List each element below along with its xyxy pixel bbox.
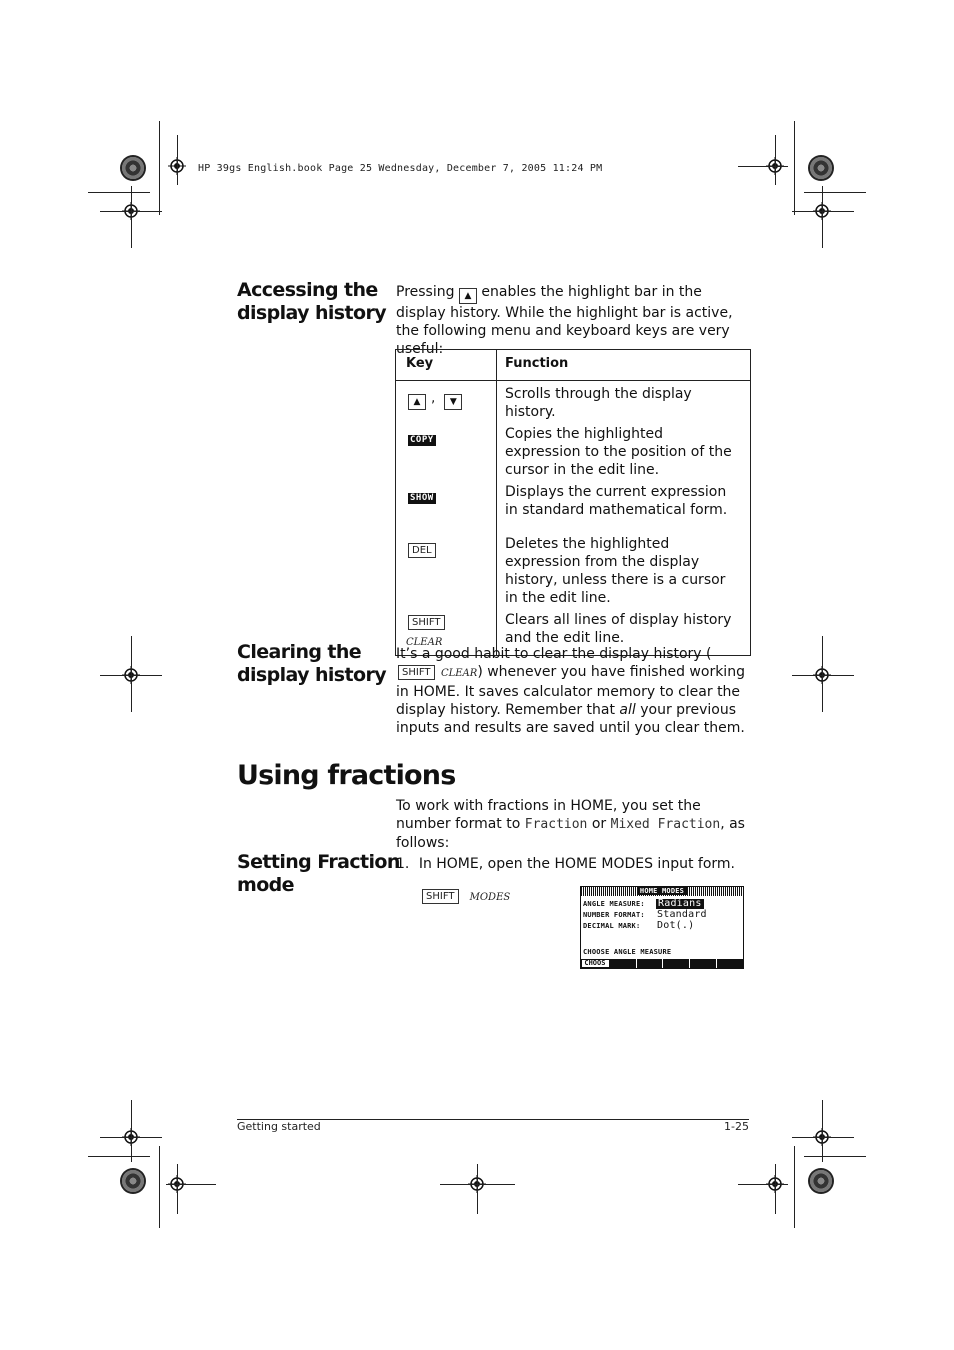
clear-shift-label: CLEAR xyxy=(440,668,478,679)
registration-disc-icon xyxy=(808,155,834,181)
table-row: ▲ , ▼ Scrolls through the display history. xyxy=(396,381,751,422)
show-softkey-icon: SHOW xyxy=(410,493,434,503)
registration-disc-icon xyxy=(120,155,146,181)
decimal-mark-value: Dot(.) xyxy=(657,920,695,931)
page-title: Using fractions xyxy=(237,760,456,791)
clearing-paragraph: It’s a good habit to clear the display history (SHIFT CLEAR) whenever you have finished working in HOME. It saves calculator memory to clear the display history. Remember that all your previous inputs and results are saved until you clear them. xyxy=(396,646,745,736)
footer-chapter: Getting started xyxy=(237,1120,321,1133)
fraction-format-code: Fraction xyxy=(524,817,588,832)
key-function-table xyxy=(395,349,751,656)
step-1-keystroke xyxy=(420,885,510,904)
mixed-fraction-format-code: Mixed Fraction xyxy=(610,817,721,832)
function-description: Copies the highlighted expression to the position of the cursor in the edit line. xyxy=(505,426,732,478)
function-description: Scrolls through the display history. xyxy=(505,386,692,420)
del-key-icon: DEL xyxy=(408,543,436,558)
number-format-label: NUMBER FORMAT: xyxy=(583,911,645,919)
footer-page-number: 1-25 xyxy=(724,1120,749,1133)
table-row xyxy=(396,421,751,479)
screen-help-text: CHOOSE ANGLE MEASURE xyxy=(583,948,672,956)
section-heading-clearing-history: Clearing the display history xyxy=(237,641,387,686)
shift-key-icon: SHIFT xyxy=(398,665,435,680)
shift-key-icon: SHIFT xyxy=(408,615,445,630)
accessing-intro-paragraph: Pressing ▲ enables the highlight bar in the display history. While the highlight bar is active, the following menu and keyboard keys are very useful: xyxy=(396,284,733,357)
choos-softkey: CHOOS xyxy=(582,960,609,967)
modes-shift-label: MODES xyxy=(469,892,511,903)
function-description: Deletes the highlighted expression from the display history, unless there is a cursor in the edit line. xyxy=(505,536,726,606)
registration-disc-icon xyxy=(120,1168,146,1194)
step-1: 1. In HOME, open the HOME MODES input form. xyxy=(396,856,735,872)
shift-key-icon: SHIFT xyxy=(422,889,459,904)
section-heading-setting-fraction: Setting Fraction mode xyxy=(237,851,400,896)
clear-shift-label: CLEAR xyxy=(406,637,443,648)
table-header-row xyxy=(396,350,751,381)
section-heading-accessing-history: Accessing the display history xyxy=(237,279,387,324)
print-header: HP 39gs English.book Page 25 Wednesday, December 7, 2005 11:24 PM xyxy=(198,163,603,174)
number-format-value: Standard xyxy=(657,909,707,920)
registration-disc-icon xyxy=(808,1168,834,1194)
angle-measure-value: Radians xyxy=(658,898,702,909)
column-header-function: Function xyxy=(505,356,569,371)
decimal-mark-label: DECIMAL MARK: xyxy=(583,922,641,930)
down-arrow-key-icon: ▼ xyxy=(444,394,462,410)
screen-title-bar: HOME MODES xyxy=(581,887,743,896)
column-header-key: Key xyxy=(396,350,497,381)
table-row xyxy=(396,479,751,531)
screen-menu-bar xyxy=(581,959,743,968)
function-description: Clears all lines of display history and the edit line. xyxy=(505,612,732,646)
up-arrow-key-icon: ▲ xyxy=(408,394,426,410)
calculator-screen xyxy=(580,886,744,969)
up-arrow-key-icon: ▲ xyxy=(459,288,477,304)
copy-softkey-icon: COPY xyxy=(410,435,434,445)
function-description: Displays the current expression in standard mathematical form. xyxy=(505,484,728,518)
angle-measure-label: ANGLE MEASURE: xyxy=(583,900,645,908)
fractions-intro-paragraph: To work with fractions in HOME, you set the number format to Fraction or Mixed Fraction, as follows: xyxy=(396,798,745,851)
table-row xyxy=(396,531,751,607)
